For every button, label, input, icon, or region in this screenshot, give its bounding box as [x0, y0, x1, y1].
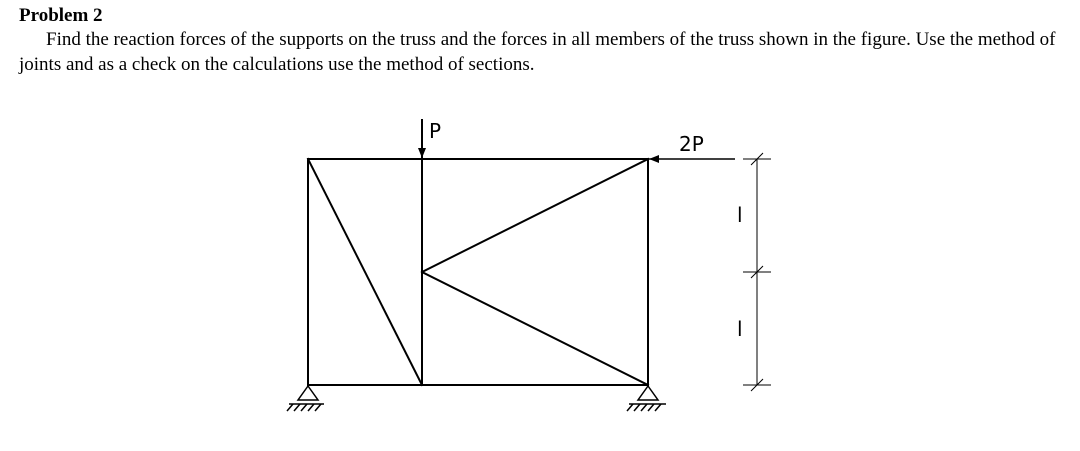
load-2p-label: 2P	[679, 132, 704, 156]
right-pin-support	[627, 386, 666, 411]
dimension-line	[743, 153, 771, 391]
upper-right-diagonal-member	[422, 159, 648, 272]
dimension-lower-label: l	[737, 317, 743, 341]
load-p-label: P	[429, 119, 442, 143]
dimension-upper-label: l	[737, 203, 743, 227]
left-diagonal-member	[308, 159, 422, 385]
problem-title: Problem 2	[19, 5, 103, 26]
lower-right-diagonal-member	[422, 272, 648, 385]
problem-statement: Find the reaction forces of the supports on the truss and the forces in all members of the truss shown in the figure. Use the method of joints and as a check on the calculations use the method of sections.	[19, 29, 1056, 75]
left-pin-support	[287, 386, 324, 411]
